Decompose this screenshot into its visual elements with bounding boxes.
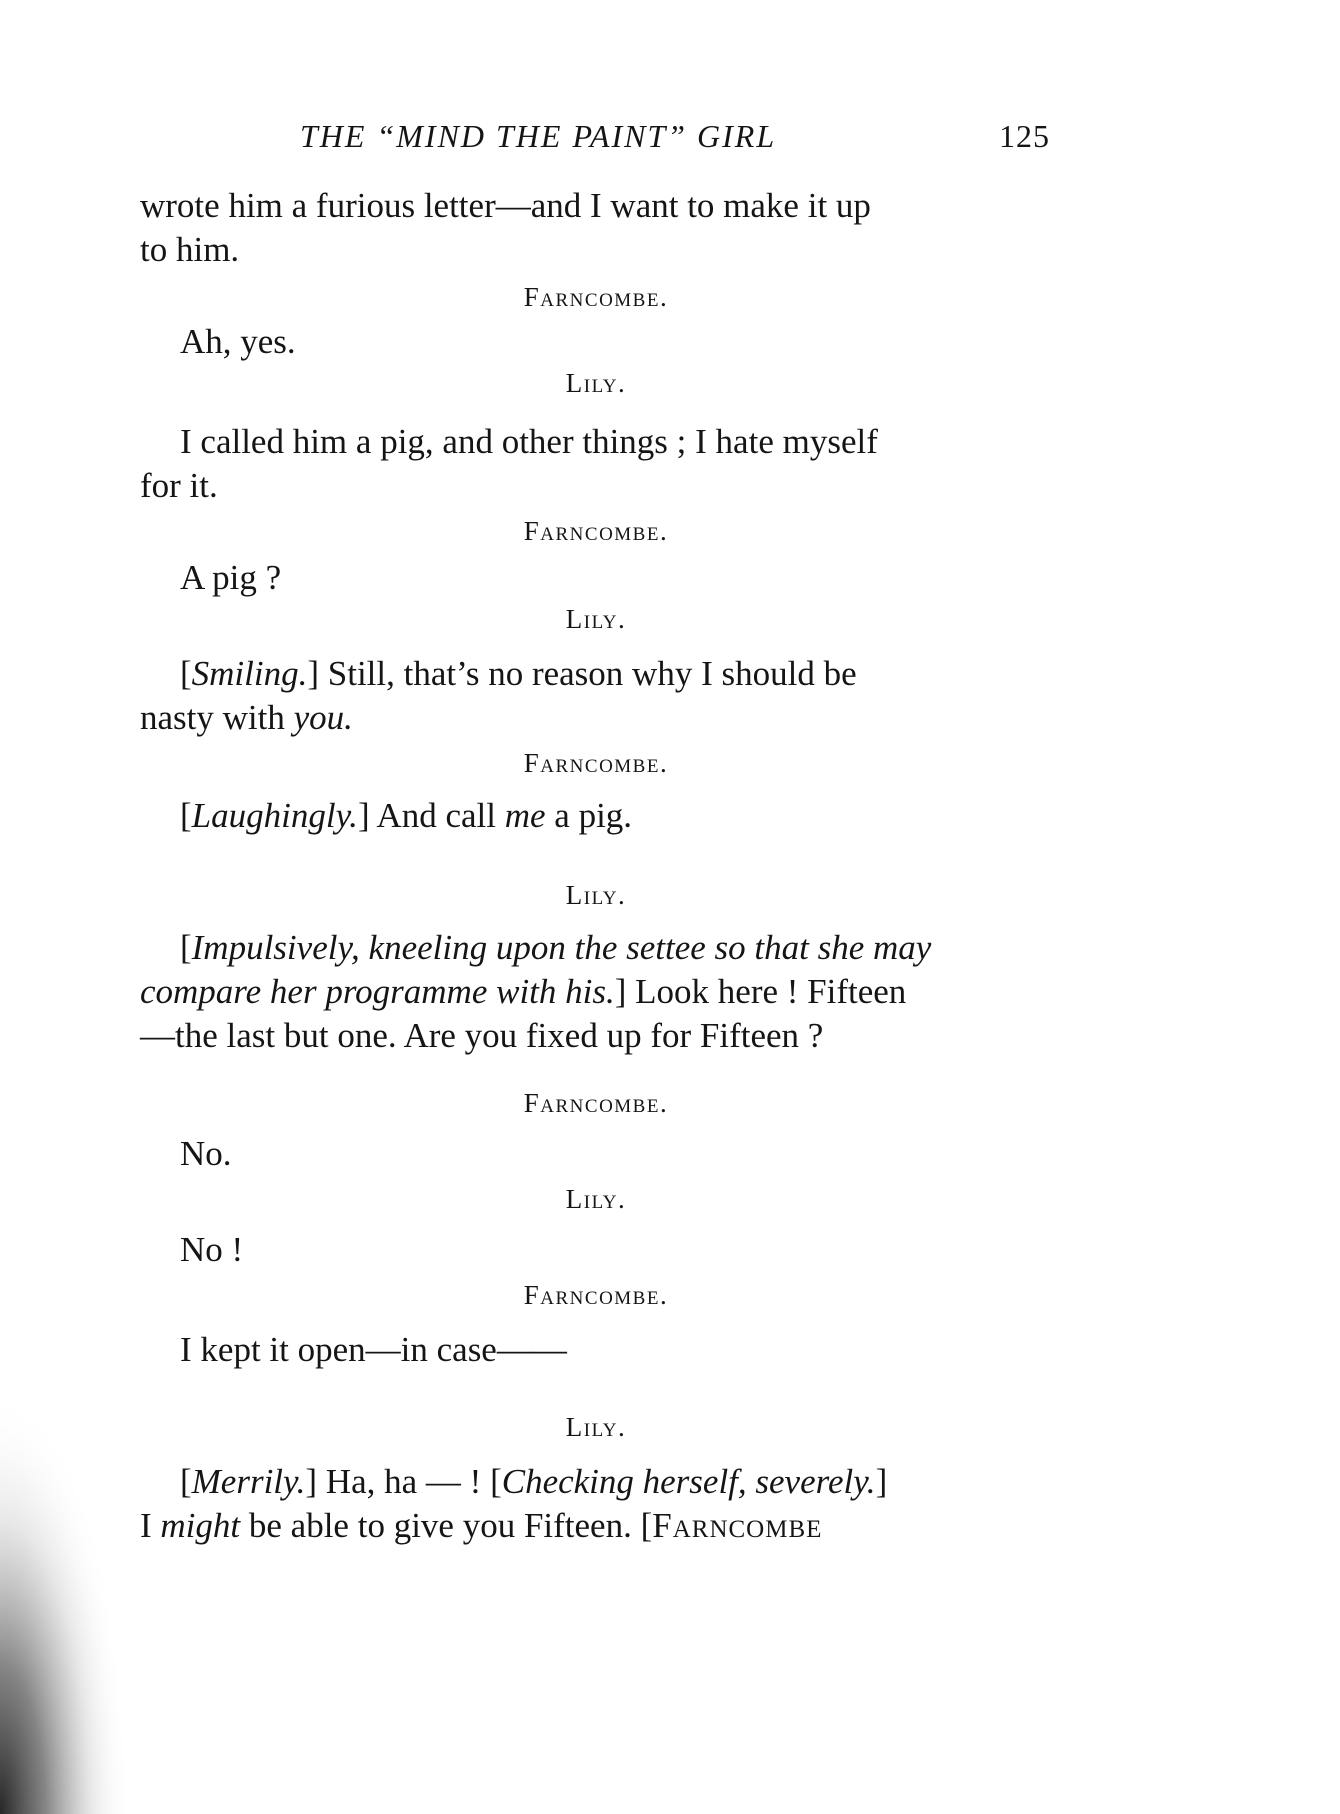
stage-direction: compare her programme with his. bbox=[140, 972, 615, 1011]
speaker-name: Lily. bbox=[565, 880, 627, 910]
stage-direction: Impulsively, kneeling upon the settee so that she may bbox=[191, 928, 932, 967]
dialogue-line bbox=[140, 320, 1092, 364]
running-title: THE “MIND THE PAINT” GIRL bbox=[300, 118, 777, 154]
text-line: Ah, yes. bbox=[180, 322, 296, 361]
emphasis: you. bbox=[293, 698, 353, 737]
dialogue-line bbox=[140, 420, 1052, 508]
text-line: [Smiling.] Still, that’s no reason why I should be bbox=[180, 654, 857, 693]
text-line: to him. bbox=[140, 230, 240, 269]
text-line: I called him a pig, and other things ; I hate myself bbox=[180, 422, 878, 461]
dialogue-line bbox=[140, 556, 1092, 600]
text-line: No. bbox=[180, 1134, 232, 1173]
stage-direction: Checking herself, severely. bbox=[501, 1462, 876, 1501]
dialogue-line bbox=[140, 794, 1092, 838]
speaker-name: Farncombe. bbox=[523, 1280, 669, 1310]
text-line bbox=[140, 1504, 1052, 1548]
text-line: compare her programme with his.] Look here ! Fifteen bbox=[140, 972, 907, 1011]
text-line: [Laughingly.] And call me a pig. bbox=[180, 796, 633, 835]
stage-direction: Laughingly. bbox=[191, 796, 358, 835]
speaker-cue: Farncombe bbox=[652, 1506, 823, 1545]
text-line: for it. bbox=[140, 466, 218, 505]
text-line: I kept it open—in case—— bbox=[180, 1330, 567, 1369]
text-line: [Merrily.] Ha, ha — ! [Checking herself, severely.] bbox=[180, 1462, 888, 1501]
stage-direction: Merrily. bbox=[191, 1462, 306, 1501]
text-line: [Impulsively, kneeling upon the settee so that she may bbox=[180, 928, 932, 967]
emphasis: me bbox=[504, 796, 546, 835]
text-fragment: And call bbox=[369, 796, 505, 835]
text-fragment: Still, that’s no reason why I should be bbox=[319, 654, 857, 693]
speaker-name: Farncombe. bbox=[523, 1088, 669, 1118]
text-fragment: nasty with bbox=[140, 698, 294, 737]
text-fragment: a pig. bbox=[545, 796, 633, 835]
speaker-name: Farncombe. bbox=[523, 282, 669, 312]
text-line: wrote him a furious letter—and I want to make it up bbox=[140, 186, 871, 225]
dialogue-line bbox=[140, 1132, 1092, 1176]
speaker-name: Lily. bbox=[565, 368, 627, 398]
dialogue-line bbox=[140, 1460, 1052, 1548]
speaker-name: Farncombe. bbox=[523, 748, 669, 778]
emphasis: might bbox=[160, 1506, 241, 1545]
dialogue-line bbox=[140, 652, 1052, 740]
page-number: 125 bbox=[999, 118, 1050, 154]
running-header bbox=[300, 112, 1050, 160]
text-line: A pig ? bbox=[180, 558, 282, 597]
text-line bbox=[140, 696, 1052, 740]
speaker-name: Farncombe. bbox=[523, 516, 669, 546]
text-fragment: Ha, ha — ! bbox=[317, 1462, 491, 1501]
text-fragment: be able to give you Fifteen. [ bbox=[240, 1506, 653, 1545]
text-line: —the last but one. Are you fixed up for Fifteen ? bbox=[140, 1016, 824, 1055]
dialogue-line bbox=[140, 1328, 1092, 1372]
speaker-name: Lily. bbox=[565, 1184, 627, 1214]
text-fragment: Look here ! Fifteen bbox=[626, 972, 907, 1011]
speaker-name: Lily. bbox=[565, 1412, 627, 1442]
text-line: No ! bbox=[180, 1230, 244, 1269]
dialogue-line bbox=[140, 926, 1052, 1058]
speaker-name: Lily. bbox=[565, 604, 627, 634]
stage-direction: Smiling. bbox=[191, 654, 308, 693]
text-fragment: I bbox=[140, 1506, 161, 1545]
dialogue-line bbox=[140, 1228, 1092, 1272]
scan-speckle bbox=[0, 1394, 130, 1814]
dialogue-line bbox=[140, 184, 1052, 272]
